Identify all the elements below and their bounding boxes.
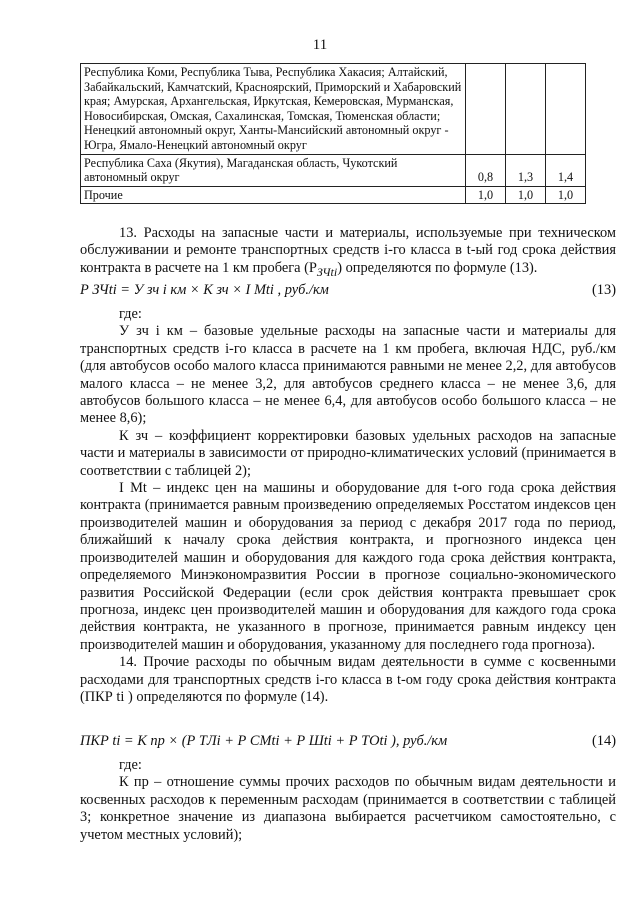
paragraph-14: 14. Прочие расходы по обычным видам деятельности в сумме с косвенными расходами для транспортных средств i-го класса в t-ом году срока действия контракта (ПКР ti ) определяются по формуле (14). [80, 654, 616, 705]
formula-14-number: (14) [592, 733, 616, 749]
definition-kpr: К пр – отношение суммы прочих расходов по обычным видам деятельности и косвенных расходов к переменным расходам (принимается в соответствии с таблицей 3; конкретное значение из диапазона выбирается расчетчиком самостоятельно, с учетом местных условий); [80, 774, 616, 843]
table-cell-value [546, 64, 586, 155]
formula-13 [80, 282, 616, 299]
table-cell-value [466, 64, 506, 155]
formula-14 [80, 733, 616, 750]
definition-i: I Mt – индекс цен на машины и оборудование для t-ого года срока действия контракта (принимается равным произведению определяемых Росстатом индексов цен производителей машин и оборудования за период с декабря 2017 года по период, ближайший к началу срока действия контракта, и прогнозного индекса цен производителей машин и оборудования для каждого года срока действия контракта, определяемого Минэкономразвития России в прогнозе социально-экономического развития Российской Федерации (если срок действия контракта превышает срок прогноза, индекс цен производителей машин и оборудования для каждого года срока действия контракта, не указанного в прогнозе, принимается равным индексу цен производителей машин и оборудования, указанному для последнего года прогноза). [80, 480, 616, 653]
table-cell-value: 1,0 [546, 186, 586, 204]
table-cell-value: 1,4 [546, 154, 586, 186]
paragraph-13-symbol: ЗЧti [316, 264, 338, 279]
region-coefficient-table [80, 63, 586, 204]
definition-k: К зч – коэффициент корректировки базовых удельных расходов на запасные части и материалы в зависимости от природно-климатических условий (принимается в соответствии с таблицей 2); [80, 427, 616, 479]
table-cell-value [506, 64, 546, 155]
table-row [81, 154, 586, 186]
paragraph-13-text: 13. Расходы на запасные части и материалы, используемые при техническом обслуживании и ремонте транспортных средств i-го класса в t-ый год срока действия контракта в расчете на 1 км пробега (Р [80, 225, 616, 276]
definitions-14 [80, 757, 616, 844]
where-label: где: [119, 306, 142, 322]
formula-13-text: Р ЗЧti = У зч i км × К зч × I Mti , руб./км [80, 282, 329, 298]
definitions-13 [80, 306, 616, 706]
table-cell-value: 1,0 [506, 186, 546, 204]
formula-14-text: ПКР ti = К пр × (Р ТЛi + Р СМti + Р Шti + Р ТОti ), руб./км [80, 733, 448, 749]
table-cell-regions: Республика Коми, Республика Тыва, Республика Хакасия; Алтайский, Забайкальский, Камчатский, Красноярский, Приморский и Хабаровский края; Амурская, Архангельская, Иркутская, Кемеровская, Мурманская, Новосибирская, Омская, Сахалинская, Томская, Тюменская области; Ненецкий автономный округ, Ханты-Мансийский автономный округ - Югра, Ямало-Ненецкий автономный округ [81, 64, 466, 155]
table-row [81, 64, 586, 155]
where-label: где: [119, 757, 142, 773]
table-row [81, 186, 586, 204]
paragraph-13-tail: ) определяются по формуле (13). [337, 259, 538, 276]
paragraph-13 [80, 225, 616, 281]
table-cell-value: 1,0 [466, 186, 506, 204]
page-number: 11 [312, 37, 328, 53]
table-cell-value: 1,3 [506, 154, 546, 186]
table-cell-regions: Прочие [81, 186, 466, 204]
table-cell-regions: Республика Саха (Якутия), Магаданская область, Чукотский автономный округ [81, 154, 466, 186]
formula-13-number: (13) [592, 282, 616, 298]
definition-u: У зч i км – базовые удельные расходы на запасные части и материалы для транспортных средств i-го класса в расчете на 1 км пробега, включая НДС, руб./км (для автобусов особо малого класса принимаются равными не менее 2,2, для автобусов малого класса – не менее 3,2, для автобусов среднего класса – не менее 3,6, для автобусов большого класса – не менее 6,4, для автобусов особо большого класса – не менее 8,6); [80, 323, 616, 427]
table-cell-value: 0,8 [466, 154, 506, 186]
